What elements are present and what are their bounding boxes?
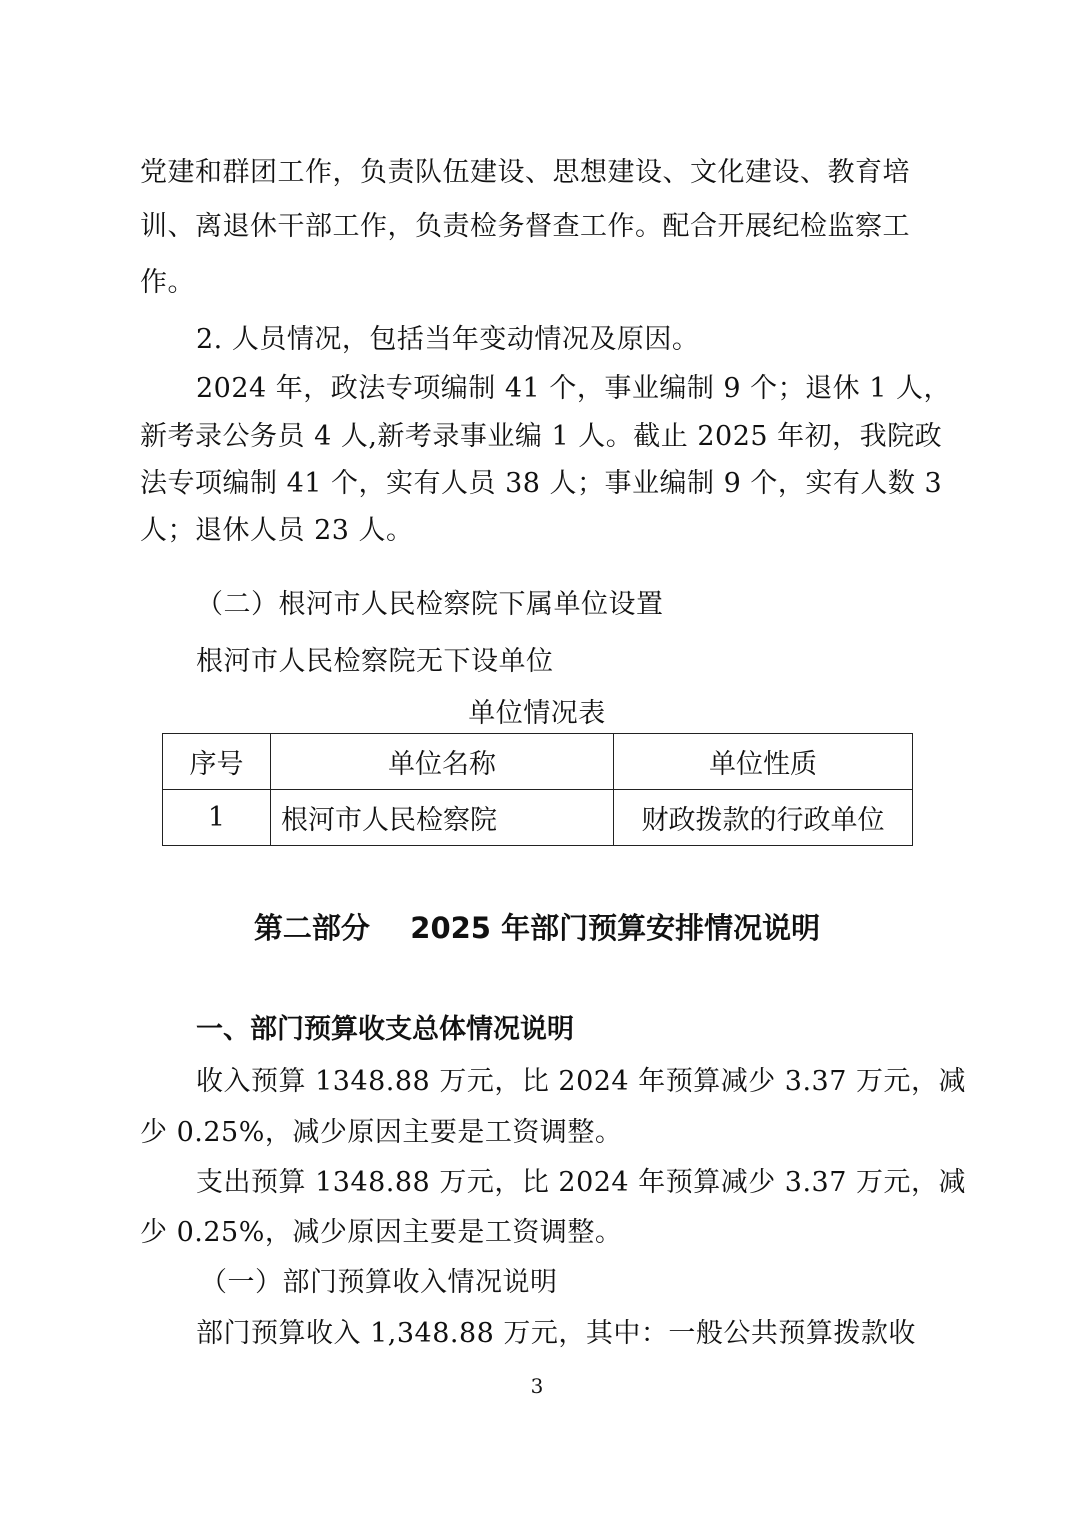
table-caption: 单位情况表	[468, 698, 606, 729]
table-header-row	[163, 734, 913, 790]
text-line: 人；退休人员 23 人。	[140, 515, 414, 546]
cell-index: 1	[163, 790, 271, 846]
text-line: 少 0.25%，减少原因主要是工资调整。	[140, 1217, 623, 1248]
text-line: 训、离退休干部工作，负责检务督查工作。配合开展纪检监察工	[140, 211, 910, 242]
page-number: 3	[530, 1374, 544, 1398]
text-line: 新考录公务员 4 人,新考录事业编 1 人。截止 2025 年初，我院政	[140, 421, 943, 452]
section-title: 一、部门预算收支总体情况说明	[196, 1014, 574, 1045]
cell-unit-name: 根河市人民检察院	[271, 790, 614, 846]
text-line: 作。	[140, 267, 195, 298]
unit-table	[162, 733, 913, 846]
text-line: 法专项编制 41 个，实有人员 38 人；事业编制 9 个，实有人数 3	[140, 468, 943, 499]
subsection-title: （二）根河市人民检察院下属单位设置	[196, 589, 664, 620]
item-heading: 2. 人员情况，包括当年变动情况及原因。	[196, 324, 700, 355]
text-line: 支出预算 1348.88 万元，比 2024 年预算减少 3.37 万元，减	[196, 1167, 966, 1198]
part-title: 第二部分 2025 年部门预算安排情况说明	[253, 911, 821, 945]
text-line: 收入预算 1348.88 万元，比 2024 年预算减少 3.37 万元，减	[196, 1066, 966, 1097]
text-line: 少 0.25%，减少原因主要是工资调整。	[140, 1117, 623, 1148]
header-index: 序号	[163, 734, 271, 790]
text-line: 部门预算收入 1,348.88 万元，其中：一般公共预算拨款收	[196, 1318, 916, 1349]
header-unit-type: 单位性质	[614, 734, 913, 790]
subsection-title: （一）部门预算收入情况说明	[200, 1267, 558, 1298]
subunits-text: 根河市人民检察院无下设单位	[196, 646, 554, 677]
cell-unit-type: 财政拨款的行政单位	[614, 790, 913, 846]
text-line: 党建和群团工作，负责队伍建设、思想建设、文化建设、教育培	[140, 157, 910, 188]
table-row	[163, 790, 913, 846]
header-unit-name: 单位名称	[271, 734, 614, 790]
text-line: 2024 年，政法专项编制 41 个，事业编制 9 个；退休 1 人，	[196, 373, 952, 404]
